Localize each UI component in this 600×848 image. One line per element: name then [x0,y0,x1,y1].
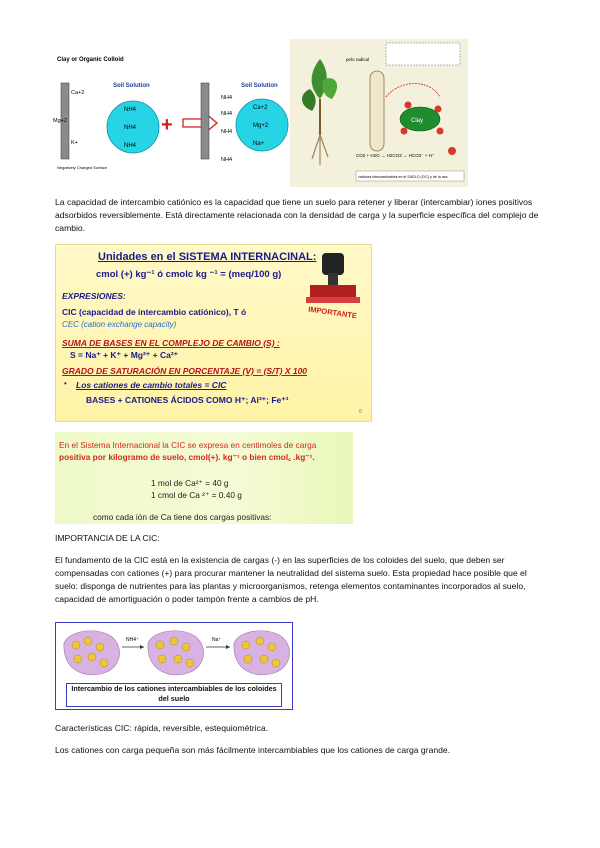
reaction-formula: CO2 + H2O → H2CO3 → HCO3⁻ + H⁺ [356,153,435,158]
arrow-head-icon [140,645,144,649]
importancia-heading: IMPORTANCIA DE LA CIC: [55,533,160,543]
equation-2: 1 cmol de Ca ²⁺ = 0.40 g [151,490,242,500]
ion-ca: Ca+2 [253,105,268,111]
cation-ca: Ca+2 [71,90,85,96]
colloid-label: Clay or Organic Colloid [57,57,124,63]
slide-number: 8 [359,409,362,415]
surface-caption: Negatively Charged Surface [57,165,108,170]
calcium-note: como cada ión de Ca tiene dos cargas positivas: [93,512,272,522]
units-title: Unidades en el SISTEMA INTERNACINAL: [98,251,317,263]
equation-1: 1 mol de Ca²⁺ = 40 g [151,478,229,488]
soil-solution-label-right: Soil Solution [241,83,278,89]
colloid-plate-right [201,83,209,159]
suma-bases-line: SUMA DE BASES EN EL COMPLEJO DE CAMBIO (S) : [62,338,280,348]
ion-na: Na+ [253,141,265,147]
ion-nh4: NH4 [124,107,137,113]
cation-dot [435,106,442,113]
cic-line: CIC (capacidad de intercambio catiónico), T ó [62,307,247,317]
caracteristicas-line: Características CIC: rápida, reversible, estequiométrica. [55,723,269,733]
arrow-icon [183,113,217,133]
stamp-label: IMPORTANTE [307,304,358,321]
ion-mg: Mg+2 [253,123,269,129]
cation-k: K+ [71,140,78,146]
importancia-paragraph: El fundamento de la CIC está en la existencia de cargas (-) en las superficies de los coloides del suelo, que deben ser compensadas con cationes (+) para procurar mantener la neutralidad del sistema suelo. Esta propiedad hace posible que el suelo: disponga de nutrientes para las plantas y microorganismos, retenga elementos contaminantes incorporados al suelo, capacidad de amortiguación o poder tampón frente a cambios de pH. [55,555,527,604]
cation-mg: Mg+2 [53,118,67,124]
bases-line: BASES + CATIONES ÁCIDOS COMO H⁺; Al³⁺; Fe⁺¹ [86,395,289,405]
surface-ion: NH4 [221,129,233,135]
si-line-2: positiva por kilogramo de suelo, cmol(+). kg⁻¹ o bien cmol꜀ .kg⁻¹. [59,452,315,462]
surface-ion: NH4 [221,111,233,117]
cation-dot [405,102,412,109]
units-formula: cmol (+) kg⁻¹ ó cmolc kg ⁻¹ = (meq/100 g) [96,269,282,280]
arrow-head-icon [226,645,230,649]
cationes-totales-line: Los cationes de cambio totales = CIC [76,380,227,390]
arrow-label-nh4: NH4⁺ [126,637,139,643]
leaf-icon [302,89,316,111]
units-card [55,244,372,422]
bullet-icon: • [64,379,67,388]
roots [312,135,328,165]
si-line-1: En el Sistema Internacional la CIC se expresa en centimoles de carga [59,440,317,450]
legend-box [386,43,460,65]
grado-saturacion-line: GRADO DE SATURACIÓN EN PORCENTAJE (V) = (S/T) X 100 [62,366,308,376]
root-exchange-illustration [290,39,468,187]
si-units-box [55,432,353,524]
cation-dot [448,147,456,155]
root-label: pelo radical [346,57,370,62]
ion-nh4: NH4 [124,125,137,131]
cec-line: CEC (cation exchange capacity) [62,320,177,329]
clay-label: Clay [411,118,424,124]
root-caption: cationes intercambiables en el SUELO (CIC) y de la raíz [358,175,448,179]
closing-line: Los cationes con carga pequeña son más fácilmente intercambiables que los cationes de carga grande. [55,745,451,755]
leaf-icon [322,78,337,99]
expresiones-label: EXPRESIONES: [62,291,126,301]
cation-exchange-figure [55,622,293,710]
intro-paragraph: La capacidad de intercambio catiónico es la capacidad que tiene un suelo para retener y liberar (intercambiar) iones positivos adsorbidos reversiblemente. Está directamente relacionada con la densidad de carga y la superficie específica del complejo de cambio. [55,197,539,233]
s-formula-line: S = Na⁺ + K⁺ + Mg²⁺ + Ca²⁺ [70,350,179,360]
stamp-icon [296,251,370,325]
plus-sign: + [161,114,173,136]
surface-ion: NH4 [221,95,233,101]
root-hair [370,71,384,151]
exchange-caption: Intercambio de los cationes intercambiables de los coloides del suelo [66,683,282,707]
ion-nh4: NH4 [124,143,137,149]
arrow-label-na: Na⁺ [212,637,222,643]
cation-dot [437,128,444,135]
exchange-arrow [386,84,440,98]
cation-dot [401,128,408,135]
surface-ion: NH4 [221,157,233,163]
soil-solution-label-left: Soil Solution [113,83,150,89]
